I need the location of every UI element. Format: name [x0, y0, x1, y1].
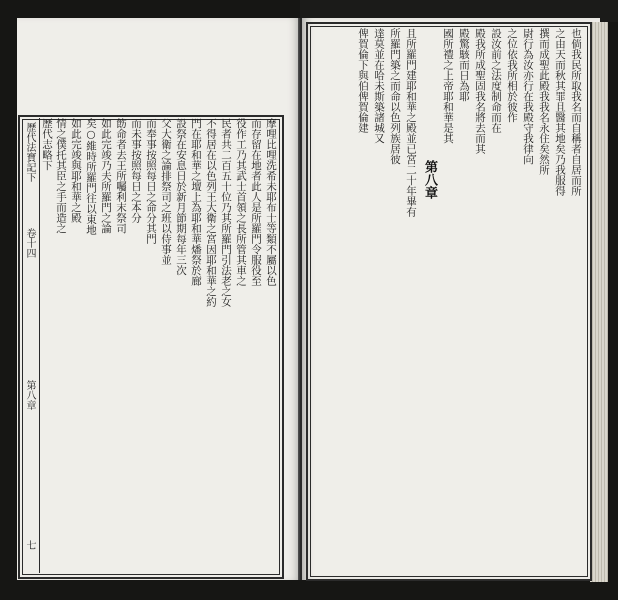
text-column: 父大衛之論排祭司之班以侍事並 [160, 118, 172, 265]
page-edges [590, 22, 608, 582]
text-column: 歷代志略下 [41, 118, 53, 171]
text-column: 而存留在地者此人是所羅門令服役至 [250, 118, 262, 286]
text-column: 不得居在以色列王大衛之宮因耶和華之約 [205, 118, 217, 307]
text-column: 殿驚駭而日為耶 [458, 28, 470, 102]
page-number: 七 [24, 540, 35, 550]
text-column: 之由天而秋其罪且醫其地矣乃我服得 [554, 28, 566, 196]
text-column: 尉行為汝亦行在我殿守我律向 [522, 28, 534, 165]
text-column: 民者共二百五十位乃其所羅門引法老之女 [220, 118, 232, 307]
text-column: 如此完竣與耶和華之殿 [70, 118, 82, 223]
text-column: 摩哩比哩洗希未耶布士等類不屬以色 [265, 118, 277, 286]
text-column: 之位依我所相於彼作 [506, 28, 518, 123]
text-column: 殿我所成聖固我名將去而其 [474, 28, 486, 154]
text-column: 情之僕托其臣之手而造之 [55, 118, 67, 234]
text-column: 矣○維時所羅門往以東地 [85, 118, 97, 235]
text-column: 所羅門築之而命以色列族居彼 [389, 28, 401, 165]
margin-title: 歷代法寶記下 [24, 122, 35, 182]
margin-volume: 卷十四 [24, 228, 35, 258]
text-column: 設祭在安息日於新月節期每年三次 [175, 118, 187, 276]
text-column: 役作工乃其武士首領之長所管其車之 [235, 118, 247, 286]
text-column: 也倘我民所取我名而自稱者自居而所 [570, 28, 582, 196]
text-column: 而未事按照每日之本分 [130, 118, 142, 223]
chapter-heading: 第八章 [422, 160, 437, 199]
text-column: 俾賀倫下與伯俾賀倫建 [357, 28, 369, 133]
text-column: 門在耶和華之壇上為耶和華燔祭於廊 [190, 118, 202, 286]
text-column: 飭命者去王所囑利末祭司 [115, 118, 127, 234]
margin-band [18, 118, 40, 573]
text-column: 達莫並在哈未斯築諸城又 [373, 28, 385, 144]
margin-section: 第八章 [24, 380, 35, 410]
text-column: 且所羅門建耶和華之殿並已宮二十年畢有 [405, 28, 417, 217]
text-column: 而奉事按照每日之命分其門 [145, 118, 157, 244]
text-column: 設汝前之法度制命而在 [490, 28, 502, 133]
text-column: 國所禮之上帝耶和華是其 [442, 28, 454, 144]
text-column: 如此完竣乃夫所羅門之論 [100, 118, 112, 234]
text-column: 撰而成聖此殿我我名永住矣然所 [538, 28, 550, 175]
